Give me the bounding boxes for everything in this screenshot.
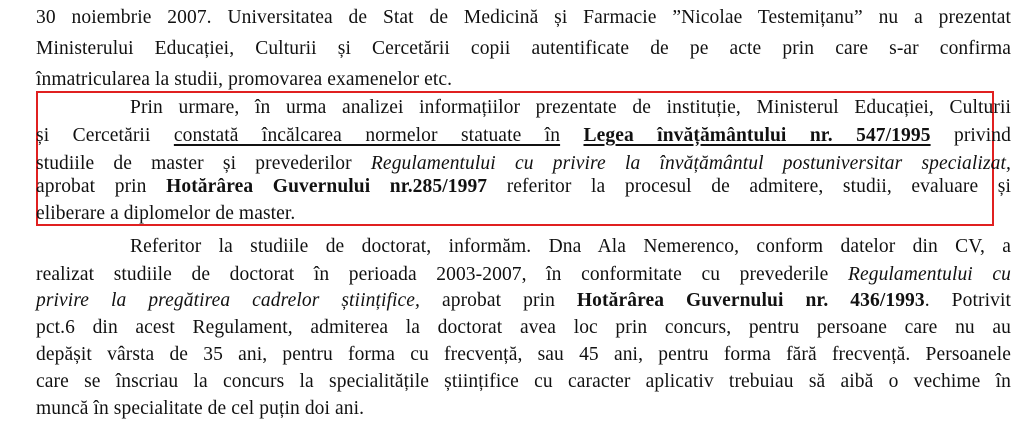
paragraph-3-line-7: muncă în specialitate de cel puțin doi ani. xyxy=(36,398,365,419)
paragraph-1-line-3: înmatricularea la studii, promovarea examenelor etc. xyxy=(36,69,453,90)
government-decision-1997: Hotărârea Guvernului nr.285/1997 xyxy=(166,176,488,197)
government-decision-1993: Hotărârea Guvernului nr. 436/1993 xyxy=(576,290,925,311)
paragraph-2-line-2-text-d: privind xyxy=(953,125,1011,146)
paragraph-3-line-2-text-a: realizat studiile de doctorat în perioada 2003-2007, în conformitate cu prevederile xyxy=(36,264,829,285)
regulation-title-doctoral-b: privire la pregătirea cadrelor științifice, xyxy=(36,290,421,311)
paragraph-3-line-5: depășit vârsta de 35 ani, pentru forma cu frecvență, sau 45 ani, pentru forma fără frecvență. Persoanele xyxy=(36,344,1011,365)
paragraph-1-line-1: 30 noiembrie 2007. Universitatea de Stat de Medicină și Farmacie ”Nicolae Testemițanu” nu a prezentat xyxy=(36,7,1011,28)
paragraph-3-line-3-text-d: . Potrivit xyxy=(924,290,1011,311)
paragraph-2-line-2-text-a: și Cercetării xyxy=(36,125,151,146)
paragraph-3-line-3-text-b: aprobat prin xyxy=(441,290,555,311)
paragraph-2-line-5: eliberare a diplomelor de master. xyxy=(36,203,296,224)
paragraph-2-line-1: Prin urmare, în urma analizei informațiilor prezentate de instituție, Ministerul Educației, Culturii xyxy=(130,97,1011,118)
paragraph-3-line-2 xyxy=(36,263,1011,287)
underlined-violation-phrase: constată încălcarea normelor statuate în xyxy=(173,125,561,146)
paragraph-2-line-2 xyxy=(36,124,1011,148)
paragraph-1-line-2: Ministerului Educației, Culturii și Cercetării copii autentificate de pe acte prin care s-ar confirma xyxy=(36,38,1011,59)
paragraph-3-line-3 xyxy=(36,289,1011,313)
paragraph-3-line-6: care se înscriau la concurs la specialitățile științifice cu caracter aplicativ trebuiau să aibă o vechime în xyxy=(36,371,1011,392)
paragraph-3-line-1: Referitor la studiile de doctorat, informăm. Dna Ala Nemerenco, conform datelor din CV, a xyxy=(130,236,1011,257)
paragraph-2-line-3-text-a: studiile de master și prevederilor xyxy=(36,153,352,174)
paragraph-2-line-4-text-a: aprobat prin xyxy=(36,176,147,197)
regulation-title-doctoral-a: Regulamentului cu xyxy=(847,264,1011,285)
law-reference: Legea învățământului nr. 547/1995 xyxy=(583,125,931,146)
regulation-title-masters: Regulamentului cu privire la învățământul postuniversitar specializat, xyxy=(370,153,1011,174)
paragraph-2-line-4-text-c: referitor la procesul de admitere, studii, evaluare și xyxy=(506,176,1011,197)
paragraph-2-line-4 xyxy=(36,175,1011,199)
paragraph-3-line-4: pct.6 din acest Regulament, admiterea la doctorat avea loc prin concurs, pentru persoane care nu au xyxy=(36,317,1011,338)
paragraph-2-line-3 xyxy=(36,152,1011,176)
